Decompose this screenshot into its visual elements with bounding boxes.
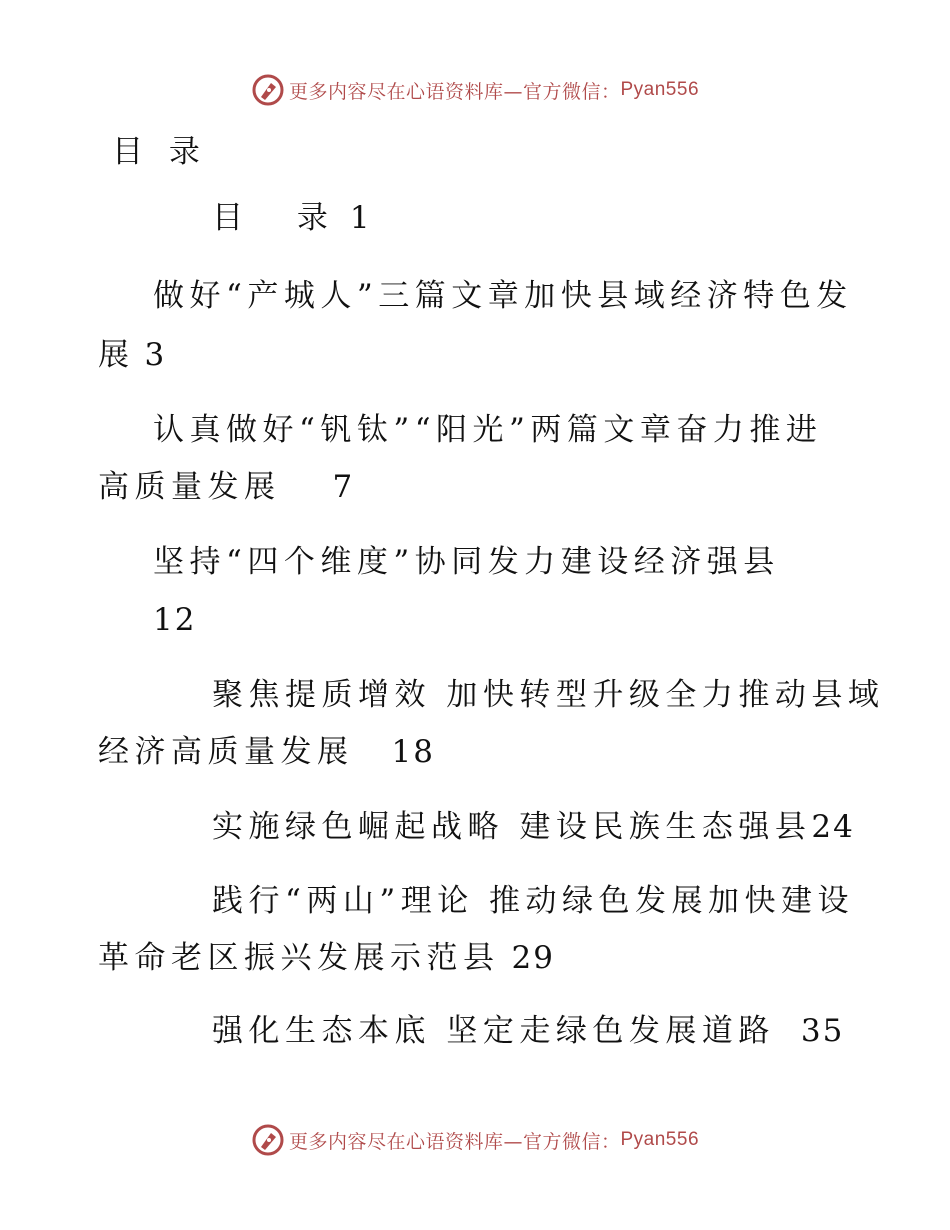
toc-entry-3-page[interactable] [153, 600, 196, 640]
toc-entry-6-cont[interactable] [98, 938, 555, 978]
toc-entry-title: 坚持“四个维度”协同发力建设经济强县 [153, 544, 780, 580]
toc-entry-7[interactable] [212, 1011, 844, 1051]
toc-page-number: 24 [811, 809, 855, 845]
watermark-wechat-id: Pyan556 [620, 1129, 700, 1150]
toc-entry-title: 高质量发展 [98, 469, 281, 505]
toc-entry-title: 认真做好“钒钛”“阳光”两篇文章奋力推进 [153, 412, 823, 448]
toc-entry-6[interactable] [212, 881, 854, 921]
toc-entry-3[interactable] [153, 542, 780, 582]
pen-nib-logo-icon [251, 73, 285, 107]
footer-watermark [0, 1123, 950, 1157]
toc-entry-title: 革命老区振兴发展示范县 [98, 940, 500, 976]
toc-entry-title: 展 [98, 337, 135, 373]
toc-entry-5[interactable] [212, 807, 855, 847]
toc-entry-title: 目 录 [212, 200, 350, 236]
toc-entry-title: 强化生态本底 坚定走绿色发展道路 [212, 1013, 775, 1049]
toc-page-number: 35 [800, 1013, 845, 1049]
pen-nib-logo-icon [251, 1123, 285, 1157]
toc-entry-1-cont[interactable] [98, 335, 166, 375]
toc-entry-title: 实施绿色崛起战略 建设民族生态强县 [212, 809, 812, 845]
toc-page-number: 1 [349, 200, 372, 236]
toc-entry-2[interactable] [153, 410, 822, 450]
watermark-text: 更多内容尽在心语资料库—官方微信： [288, 80, 621, 103]
toc-entry-title: 做好“产城人”三篇文章加快县域经济特色发 [153, 278, 853, 314]
toc-page-number: 12 [153, 602, 197, 638]
toc-entry-title: 践行“两山”理论 推动绿色发展加快建设 [212, 883, 855, 919]
toc-entry-4-cont[interactable] [98, 732, 435, 772]
page-title: 目 录 [112, 134, 208, 170]
toc-page-number: 29 [511, 940, 555, 976]
toc-entry-1[interactable] [153, 276, 853, 316]
toc-entry-contents[interactable] [212, 198, 372, 238]
watermark-wechat-id: Pyan556 [620, 79, 700, 100]
toc-page-number: 3 [144, 337, 167, 373]
header-watermark [0, 73, 950, 107]
toc-entry-4[interactable] [212, 675, 884, 715]
toc-entry-title: 聚焦提质增效 加快转型升级全力推动县域 [212, 677, 885, 713]
toc-page-number: 18 [391, 734, 435, 770]
toc-page-number: 7 [332, 469, 355, 505]
toc-entry-2-cont[interactable] [98, 467, 354, 507]
toc-entry-title: 经济高质量发展 [98, 734, 354, 770]
watermark-text: 更多内容尽在心语资料库—官方微信： [288, 1130, 621, 1153]
